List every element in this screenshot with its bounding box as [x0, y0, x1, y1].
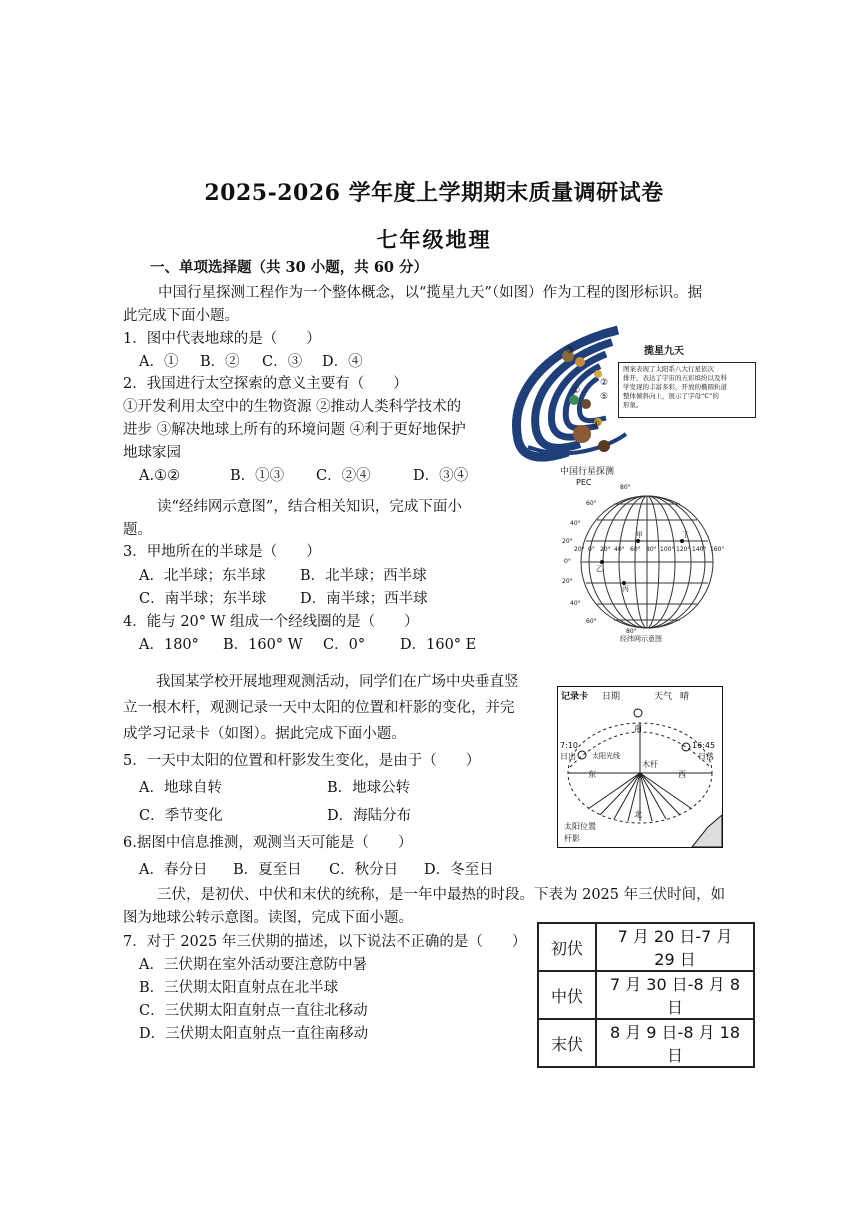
logo-description: 图案表现了太阳系八大行星依次 [623, 365, 714, 373]
lat-label: 80° [620, 484, 631, 491]
option-c[interactable]: C．南半球；东半球 [139, 591, 267, 607]
intro-text: 题。 [123, 522, 152, 538]
question-stem: 7．对于 2025 年三伏期的描述，以下说法不正确的是（ ） [123, 934, 527, 950]
legend-shadow: 杆影 [564, 834, 580, 843]
logo-number: ④ [592, 420, 601, 430]
option-d[interactable]: D．冬至日 [424, 862, 494, 878]
lat-label: 40° [570, 520, 581, 527]
option-d[interactable]: D．③④ [413, 468, 469, 484]
intro-text: 此完成下面小题。 [123, 308, 239, 324]
option-a[interactable]: A．① [139, 354, 179, 370]
sunrise-label: 日出 [560, 752, 576, 761]
logo-brand: 中国行星探测 [560, 467, 615, 477]
table-row [538, 971, 754, 1019]
card-weather-value: 晴 [680, 692, 690, 702]
sunset-label: 日落 [698, 752, 714, 761]
option-b[interactable]: B．北半球；西半球 [300, 568, 427, 584]
lon-label: 20° [574, 546, 585, 553]
option-d[interactable]: D．海陆分布 [327, 808, 412, 824]
lat-label: 60° [586, 618, 597, 625]
intro-text: 我国某学校开展地理观测活动，同学们在广场中央垂直竖 [156, 674, 519, 690]
sunrise-time: 7:10 [560, 741, 578, 750]
intro-text: 图为地球公转示意图。读图，完成下面小题。 [123, 910, 413, 926]
question-stem: 3．甲地所在的半球是（ ） [123, 544, 321, 560]
question-stem: 2．我国进行太空探索的意义主要有（ ） [123, 376, 408, 392]
table-cell-name: 中伏 [538, 971, 596, 1019]
lat-label: 20° [562, 538, 573, 545]
option-d[interactable]: D．④ [322, 354, 363, 370]
table-cell-name: 末伏 [538, 1019, 596, 1067]
sun-ray-label: 太阳光线 [592, 752, 620, 760]
pole-label: 木杆 [642, 760, 658, 769]
lon-label: 140° [692, 546, 707, 553]
option-a[interactable]: A．北半球；东半球 [139, 568, 266, 584]
lat-label: 80° [626, 628, 637, 635]
option-c[interactable]: C．0° [323, 637, 366, 653]
lon-label: 0° [588, 546, 595, 553]
lon-label: 120° [676, 546, 691, 553]
table-row [538, 923, 754, 971]
lat-label: 40° [570, 600, 581, 607]
lon-label: 160° [710, 546, 725, 553]
section-heading: 一、单项选择题（共 30 小题，共 60 分） [150, 259, 429, 276]
direction-east: 东 [588, 770, 596, 779]
lon-label: 20° [600, 546, 611, 553]
option-b[interactable]: B．三伏期太阳直射点在北半球 [139, 980, 339, 996]
record-card-figure [557, 686, 723, 848]
intro-text: 三伏，是初伏、中伏和末伏的统称，是一年中最热的时段。下表为 2025 年三伏时间，如 [157, 887, 726, 903]
card-title: 记录卡 [561, 692, 589, 702]
option-a[interactable]: A．地球自转 [139, 780, 222, 796]
card-date-label: 日期 [602, 692, 621, 702]
card-weather-label: 天气 [654, 692, 673, 702]
logo-title: 揽星九天 [644, 346, 684, 357]
point-label: 乙 [596, 565, 603, 573]
lon-label: 60° [630, 546, 641, 553]
point-label: 丙 [622, 585, 629, 593]
logo-number: ① [572, 386, 581, 396]
lat-label: 0° [564, 558, 571, 565]
table-cell-name: 初伏 [538, 923, 596, 971]
page-subtitle: 七年级地理 [376, 227, 492, 252]
logo-brand-en: PEC [576, 478, 592, 487]
option-b[interactable]: B．夏至日 [233, 862, 302, 878]
graticule-map-figure [564, 486, 730, 646]
logo-number: ② [600, 378, 609, 388]
sanfu-table [537, 922, 755, 1068]
pec-logo-figure [508, 322, 758, 492]
option-c[interactable]: C．秋分日 [329, 862, 399, 878]
logo-number: ③ [566, 346, 575, 356]
lon-label: 40° [614, 546, 625, 553]
question-stem: 5．一天中太阳的位置和杆影发生变化，是由于（ ） [123, 753, 481, 769]
point-label: 甲 [636, 531, 643, 539]
table-cell-dates: 7 月 20 日-7 月 29 日 [596, 923, 754, 971]
intro-text: 立一根木杆，观测记录一天中太阳的位置和杆影的变化，并完 [123, 700, 515, 716]
lon-label: 80° [646, 546, 657, 553]
lon-label: 100° [660, 546, 675, 553]
logo-description: 整体倾斜向上，展示了字母“C”的 [623, 392, 719, 400]
option-b[interactable]: B．② [200, 354, 240, 370]
option-c[interactable]: C．三伏期太阳直射点一直往北移动 [139, 1003, 368, 1019]
option-d[interactable]: D．160° E [400, 637, 477, 653]
direction-south: 南 [634, 724, 642, 733]
option-c[interactable]: C．③ [262, 354, 303, 370]
logo-description-box [618, 362, 756, 418]
option-a[interactable]: A．春分日 [139, 862, 208, 878]
option-d[interactable]: D．南半球；西半球 [300, 591, 428, 607]
logo-number: ⑤ [600, 392, 609, 402]
question-text: 地球家园 [123, 445, 181, 461]
point-label: 丁 [682, 531, 689, 539]
lat-label: 20° [562, 578, 573, 585]
logo-description: 学发现的丰富多彩，开放的椭圆轨道 [623, 383, 727, 391]
map-caption: 经纬网示意图 [620, 635, 662, 643]
direction-west: 西 [678, 770, 686, 779]
question-text: 进步 ③解决地球上所有的环境问题 ④利于更好地保护 [123, 422, 466, 438]
intro-text: 成学习记录卡（如图）。据此完成下面小题。 [123, 726, 406, 742]
option-a[interactable]: A．180° [139, 637, 199, 653]
option-a[interactable]: A．三伏期在室外活动要注意防中暑 [139, 957, 367, 973]
option-d[interactable]: D．三伏期太阳直射点一直往南移动 [139, 1026, 369, 1042]
intro-text: 读“经纬网示意图”，结合相关知识，完成下面小 [157, 499, 462, 515]
sunset-time: 16:45 [692, 741, 716, 750]
page-title: 2025-2026 学年度上学期期末质量调研试卷 [204, 180, 664, 206]
option-b[interactable]: B．160° W [223, 637, 303, 653]
question-stem: 6.据图中信息推测，观测当天可能是（ ） [123, 835, 413, 851]
legend-sun: 太阳位置 [564, 822, 596, 831]
question-stem: 1．图中代表地球的是（ ） [123, 331, 321, 347]
option-b[interactable]: B．①③ [230, 468, 285, 484]
direction-north: 北 [634, 810, 642, 819]
question-text: ①开发利用太空中的生物资源 ②推动人类科学技术的 [123, 399, 462, 415]
logo-description: 形象。 [623, 401, 643, 409]
option-c[interactable]: C．季节变化 [139, 808, 223, 824]
question-stem: 4．能与 20° W 组成一个经线圈的是（ ） [123, 614, 419, 630]
table-cell-dates: 8 月 9 日-8 月 18 日 [596, 1019, 754, 1067]
logo-description: 排开，表达了宇宙的五彩缤纷以及科 [623, 374, 727, 382]
intro-text: 中国行星探测工程作为一个整体概念，以“揽星九天”（如图）作为工程的图形标识。据 [158, 285, 703, 301]
table-row [538, 1019, 754, 1067]
table-cell-dates: 7 月 30 日-8 月 8 日 [596, 971, 754, 1019]
lat-label: 60° [586, 500, 597, 507]
option-a[interactable]: A.①② [139, 468, 181, 484]
option-c[interactable]: C．②④ [316, 468, 371, 484]
option-b[interactable]: B．地球公转 [327, 780, 411, 796]
